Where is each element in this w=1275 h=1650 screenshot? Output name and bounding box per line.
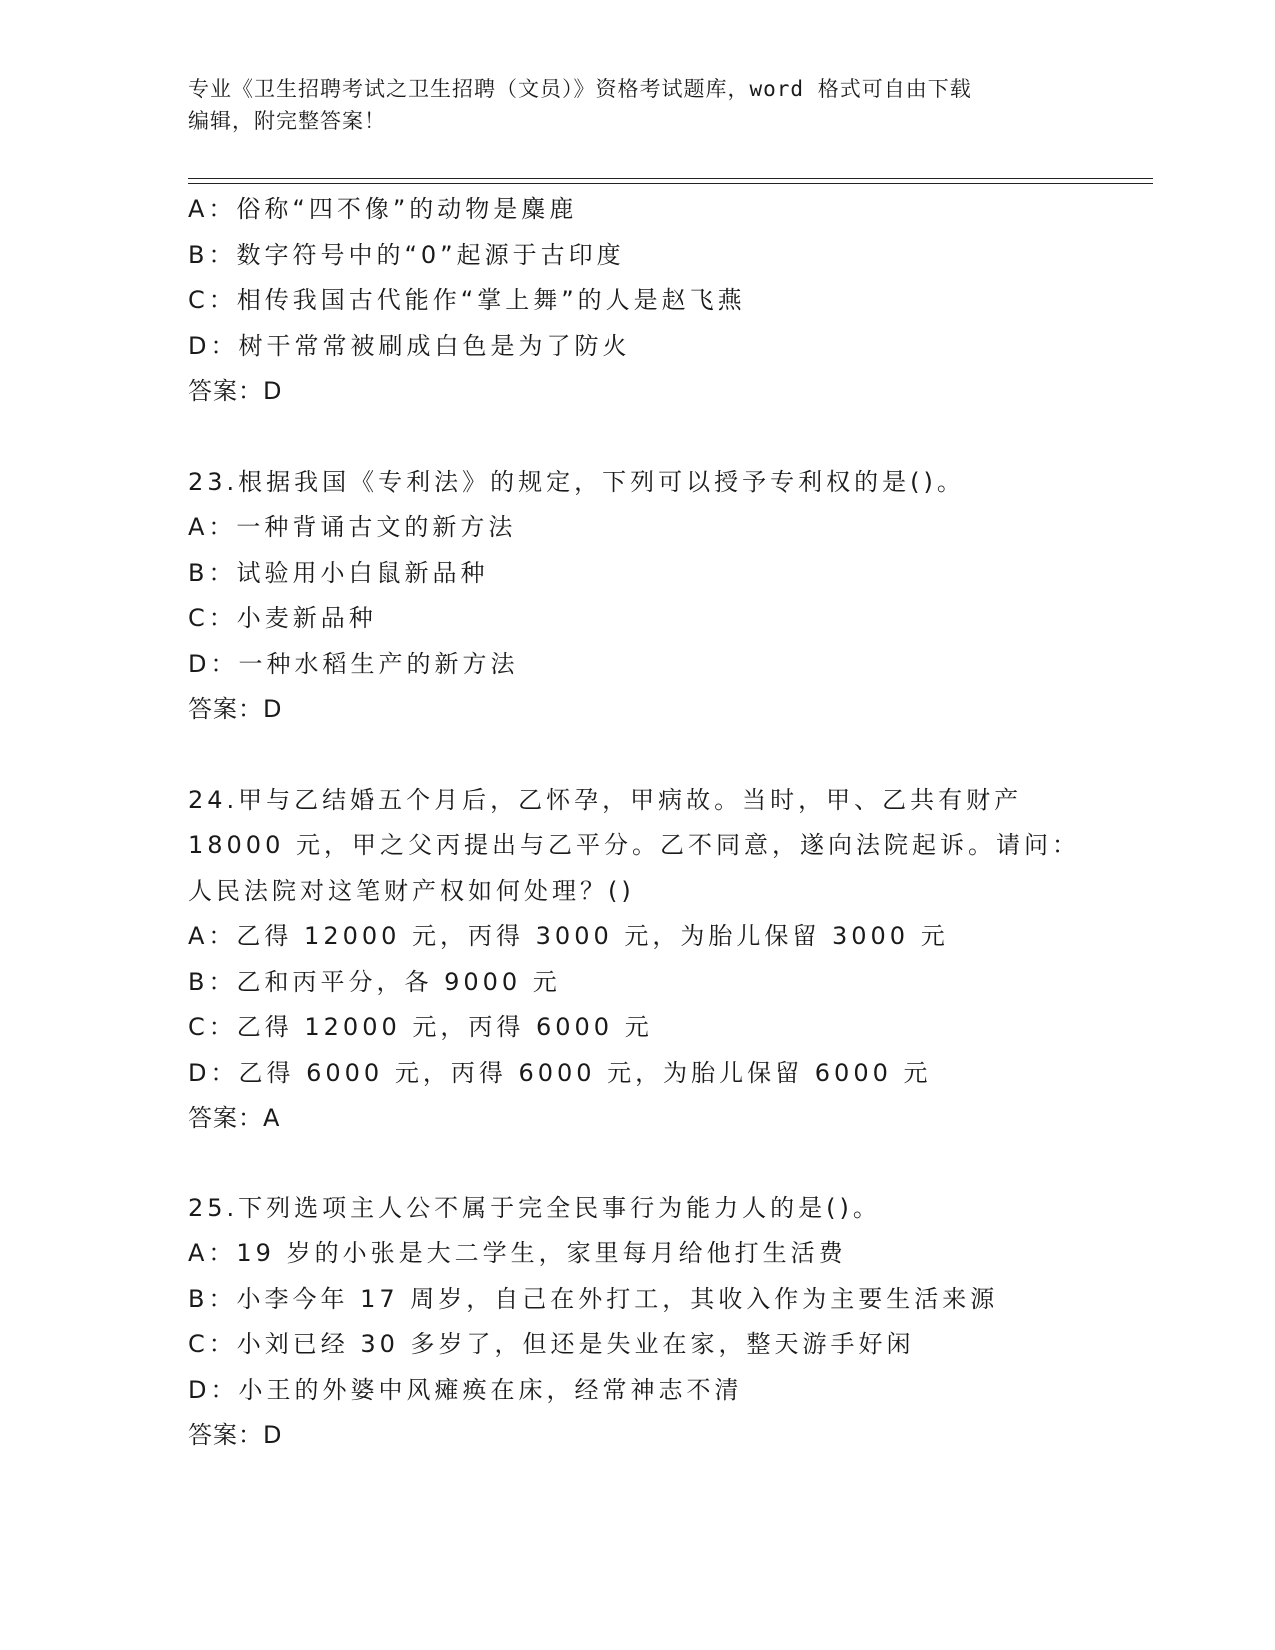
option-a: A：一种背诵古文的新方法	[188, 513, 517, 541]
spacer	[188, 1142, 1128, 1186]
option-c: C：小刘已经 30 多岁了，但还是失业在家，整天游手好闲	[188, 1330, 915, 1358]
option-c: C：乙得 12000 元，丙得 6000 元	[188, 1013, 653, 1041]
header-divider-top	[188, 178, 1153, 179]
question-stem-line-2: 18000 元，甲之父丙提出与乙平分。乙不同意，遂向法院起诉。请问：	[188, 831, 1080, 859]
question-stem: 23.根据我国《专利法》的规定，下列可以授予专利权的是()。	[188, 467, 965, 496]
header-divider-bottom	[188, 183, 1153, 184]
answer: 答案：D	[188, 695, 283, 723]
answer: 答案：D	[188, 377, 283, 405]
option-b: B：乙和丙平分，各 9000 元	[188, 967, 561, 996]
question-stem: 25.下列选项主人公不属于完全民事行为能力人的是()。	[188, 1193, 881, 1222]
option-b: B：试验用小白鼠新品种	[188, 558, 489, 587]
option-a: A：乙得 12000 元，丙得 3000 元，为胎儿保留 3000 元	[188, 922, 949, 950]
spacer	[188, 733, 1128, 778]
option-c: C：相传我国古代能作“掌上舞”的人是赵飞燕	[188, 286, 746, 314]
question-22	[188, 187, 1128, 415]
question-23	[188, 460, 1128, 733]
option-d: D：一种水稻生产的新方法	[188, 649, 519, 678]
spacer	[188, 415, 1128, 460]
option-b: B：数字符号中的“0”起源于古印度	[188, 240, 625, 269]
question-25	[188, 1186, 1128, 1459]
answer: 答案：A	[188, 1104, 281, 1132]
answer: 答案：D	[188, 1421, 283, 1449]
header-line-1: 专业《卫生招聘考试之卫生招聘（文员）》资格考试题库，word 格式可自由下载	[188, 77, 972, 101]
option-a: A：俗称“四不像”的动物是麋鹿	[188, 195, 578, 223]
document-header	[188, 73, 1088, 137]
option-a: A：19 岁的小张是大二学生，家里每月给他打生活费	[188, 1239, 847, 1267]
question-24	[188, 778, 1128, 1142]
question-stem-line-3: 人民法院对这笔财产权如何处理？()	[188, 876, 635, 905]
question-list	[188, 187, 1128, 1459]
header-line-2: 编辑，附完整答案！	[188, 109, 386, 133]
option-d: D：乙得 6000 元，丙得 6000 元，为胎儿保留 6000 元	[188, 1058, 932, 1087]
option-d: D：小王的外婆中风瘫痪在床，经常神志不清	[188, 1375, 743, 1404]
question-stem-line-1: 24.甲与乙结婚五个月后，乙怀孕，甲病故。当时，甲、乙共有财产	[188, 785, 1023, 814]
option-b: B：小李今年 17 周岁，自己在外打工，其收入作为主要生活来源	[188, 1284, 999, 1313]
option-d: D：树干常常被刷成白色是为了防火	[188, 331, 631, 360]
option-c: C：小麦新品种	[188, 604, 377, 632]
